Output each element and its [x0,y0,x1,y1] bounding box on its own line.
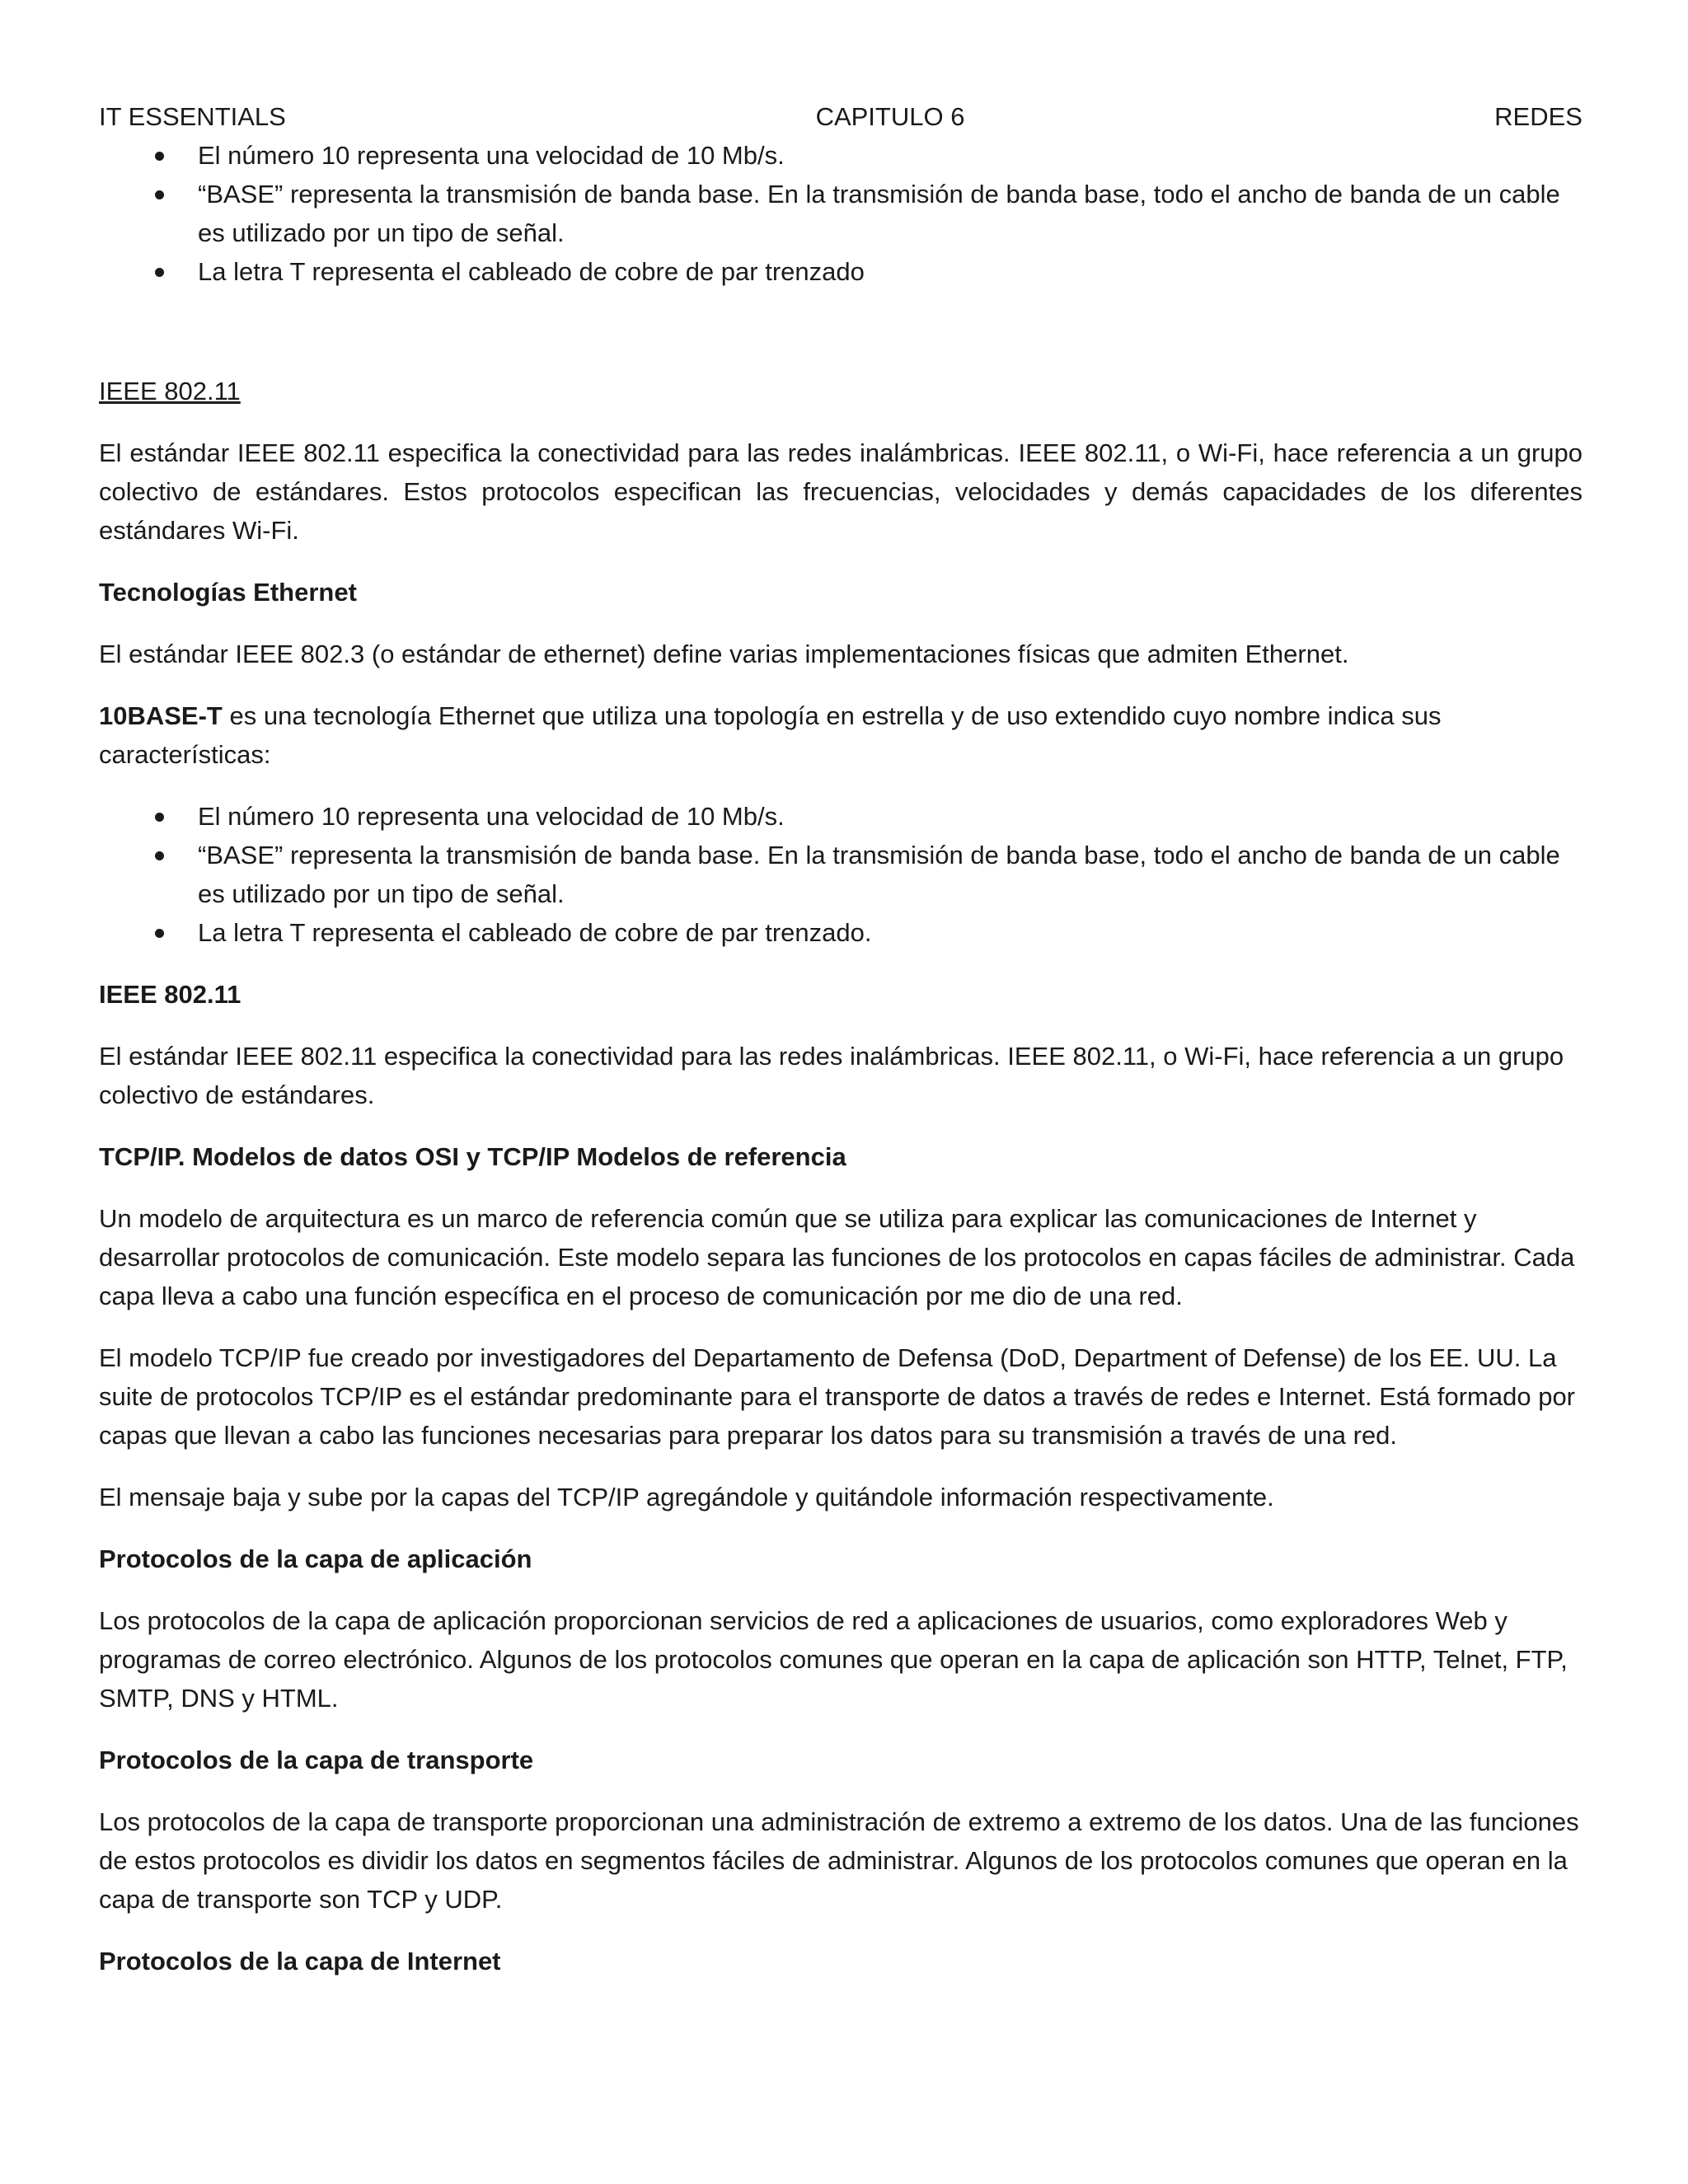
header-course: IT ESSENTIALS [99,102,286,131]
list-item: El número 10 representa una velocidad de 10 Mb/s. [99,136,1582,175]
top-bullet-list [99,136,1582,291]
paragraph-ethernet-standard: El estándar IEEE 802.3 (o estándar de ethernet) define varias implementaciones físicas que admiten Ethernet. [99,640,1349,668]
paragraph-transport: Los protocolos de la capa de transporte proporcionan una administración de extremo a extremo de los datos. Una de las funciones de estos protocolos es dividir los datos en segmentos fáciles de administrar. Algunos de los protocolos comunes que operan en la capa de transporte son TCP y UDP. [99,1807,1579,1914]
document-page [99,97,1582,1980]
list-item: El número 10 representa una velocidad de 10 Mb/s. [99,797,1582,836]
section-heading-application: Protocolos de la capa de aplicación [99,1544,532,1573]
section-heading-ieee-bold: IEEE 802.11 [99,980,241,1009]
section-heading-tcpip: TCP/IP. Modelos de datos OSI y TCP/IP Modelos de referencia [99,1142,846,1171]
paragraph-ieee-short: El estándar IEEE 802.11 especifica la conectividad para las redes inalámbricas. IEEE 802.11, o Wi-Fi, hace referencia a un grupo colectivo de estándares. [99,1042,1564,1109]
list-item: “BASE” representa la transmisión de banda base. En la transmisión de banda base, todo el ancho de banda de un cable es utilizado por un tipo de señal. [99,175,1582,252]
paragraph-application: Los protocolos de la capa de aplicación proporcionan servicios de red a aplicaciones de usuarios, como exploradores Web y programas de correo electrónico. Algunos de los protocolos comunes que operan en la capa de aplicación son HTTP, Telnet, FTP, SMTP, DNS y HTML. [99,1606,1568,1713]
paragraph-tcpip-origin: El modelo TCP/IP fue creado por investigadores del Departamento de Defensa (DoD, Department of Defense) de los EE. UU. La suite de protocolos TCP/IP es el estándar predominante para el transporte de datos a través de redes e Internet. Está formado por capas que llevan a cabo las funciones necesarias para preparar los datos para su transmisión a través de una red. [99,1343,1576,1450]
term-10baset: 10BASE-T [99,701,223,730]
paragraph-10baset-text: es una tecnología Ethernet que utiliza una topología en estrella y de uso extendido cuyo nombre indica sus características: [99,701,1442,769]
section-heading-ieee-underlined: IEEE 802.11 [99,377,241,405]
list-item: La letra T representa el cableado de cobre de par trenzado [99,252,1582,291]
paragraph-10baset [99,696,1582,774]
section-heading-internet: Protocolos de la capa de Internet [99,1947,501,1975]
section-heading-ethernet: Tecnologías Ethernet [99,578,357,607]
list-item: “BASE” representa la transmisión de banda base. En la transmisión de banda base, todo el ancho de banda de un cable es utilizado por un tipo de señal. [99,836,1582,913]
header-topic: REDES [1494,102,1582,131]
ethernet-bullet-list [99,797,1582,952]
list-item: La letra T representa el cableado de cobre de par trenzado. [99,913,1582,952]
paragraph-ieee-wifi: El estándar IEEE 802.11 especifica la conectividad para las redes inalámbricas. IEEE 802.11, o Wi-Fi, hace referencia a un grupo colectivo de estándares. Estos protocolos especifican las frecuencias, velocidades y demás capacidades de los diferentes estándares Wi-Fi. [99,438,1582,545]
paragraph-message-layers: El mensaje baja y sube por la capas del TCP/IP agregándole y quitándole información respectivamente. [99,1483,1274,1511]
header-chapter: CAPITULO 6 [815,102,965,131]
paragraph-architecture-model: Un modelo de arquitectura es un marco de referencia común que se utiliza para explicar las comunicaciones de Internet y desarrollar protocolos de comunicación. Este modelo separa las funciones de los protocolos en capas fáciles de administrar. Cada capa lleva a cabo una función específica en el proceso de comunicación por me dio de una red. [99,1204,1575,1310]
section-heading-transport: Protocolos de la capa de transporte [99,1746,534,1774]
page-header [99,97,1582,136]
